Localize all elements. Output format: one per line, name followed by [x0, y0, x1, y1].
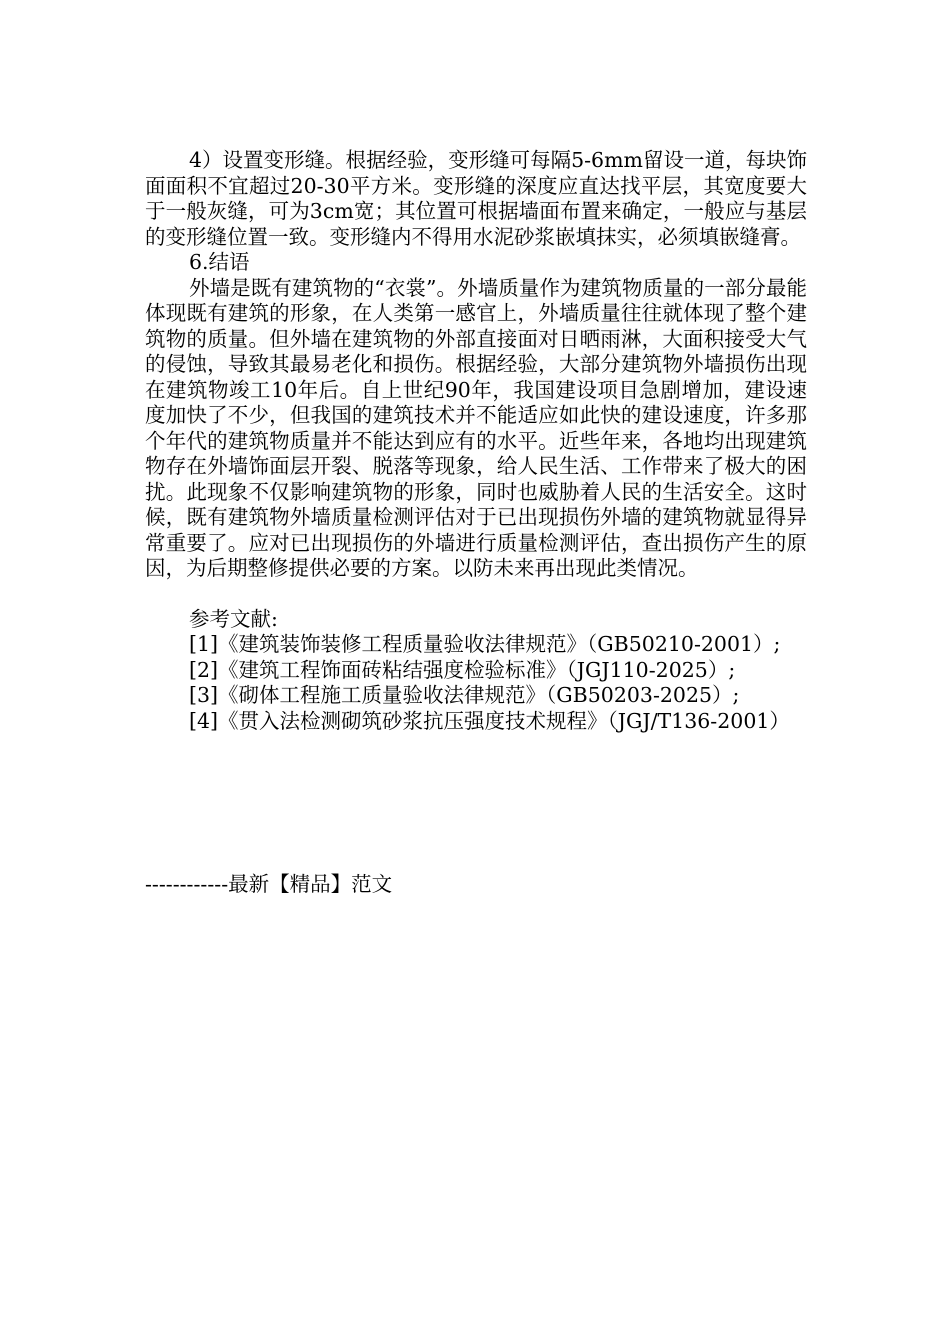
footer-text: ------------最新【精品】范文 — [145, 872, 393, 896]
references-title: 参考文献: — [189, 606, 278, 631]
reference-item: [3]《砌体工程施工质量验收法律规范》（GB50203-2025）; — [189, 683, 740, 707]
paragraph-deformation-joint: 4）设置变形缝。根据经验，变形缝可每隔5-6mm留设一道，每块饰面面积不宜超过20-30平方米。变形缝的深度应直达找平层，其宽度要大于一般灰缝，可为3cm宽；其位置可根据墙面布置来确定，一般应与基层的变形缝位置一致。变形缝内不得用水泥砂浆嵌填抹实，必须填嵌缝膏。 — [145, 148, 807, 249]
document-body — [145, 148, 807, 734]
spacer — [145, 582, 807, 607]
paragraph-conclusion: 外墙是既有建筑物的“衣裳”。外墙质量作为建筑物质量的一部分最能体现既有建筑的形象，在人类第一感官上，外墙质量往往就体现了整个建筑物的质量。但外墙在建筑物的外部直接面对日晒雨淋，大面积接受大气的侵蚀，导致其最易老化和损伤。根据经验，大部分建筑物外墙损伤出现在建筑物竣工10年后。自上世纪90年，我国建设项目急剧增加，建设速度加快了不少，但我国的建筑技术并不能适应如此快的建设速度，许多那个年代的建筑物质量并不能达到应有的水平。近些年来，各地均出现建筑物存在外墙饰面层开裂、脱落等现象，给人民生活、工作带来了极大的困扰。此现象不仅影响建筑物的形象，同时也威胁着人民的生活安全。这时候，既有建筑物外墙质量检测评估对于已出现损伤外墙的建筑物就显得异常重要了。应对已出现损伤的外墙进行质量检测评估，查出损伤产生的原因，为后期整修提供必要的方案。以防未来再出现此类情况。 — [145, 275, 807, 580]
section-heading-conclusion: 6.结语 — [189, 250, 250, 274]
reference-item: [4]《贯入法检测砌筑砂浆抗压强度技术规程》（JGJ/T136-2001） — [189, 708, 790, 733]
reference-item: [1]《建筑装饰装修工程质量验收法律规范》（GB50210-2001）; — [189, 632, 781, 656]
reference-item: [2]《建筑工程饰面砖粘结强度检验标准》（JGJ110-2025）; — [189, 657, 736, 682]
